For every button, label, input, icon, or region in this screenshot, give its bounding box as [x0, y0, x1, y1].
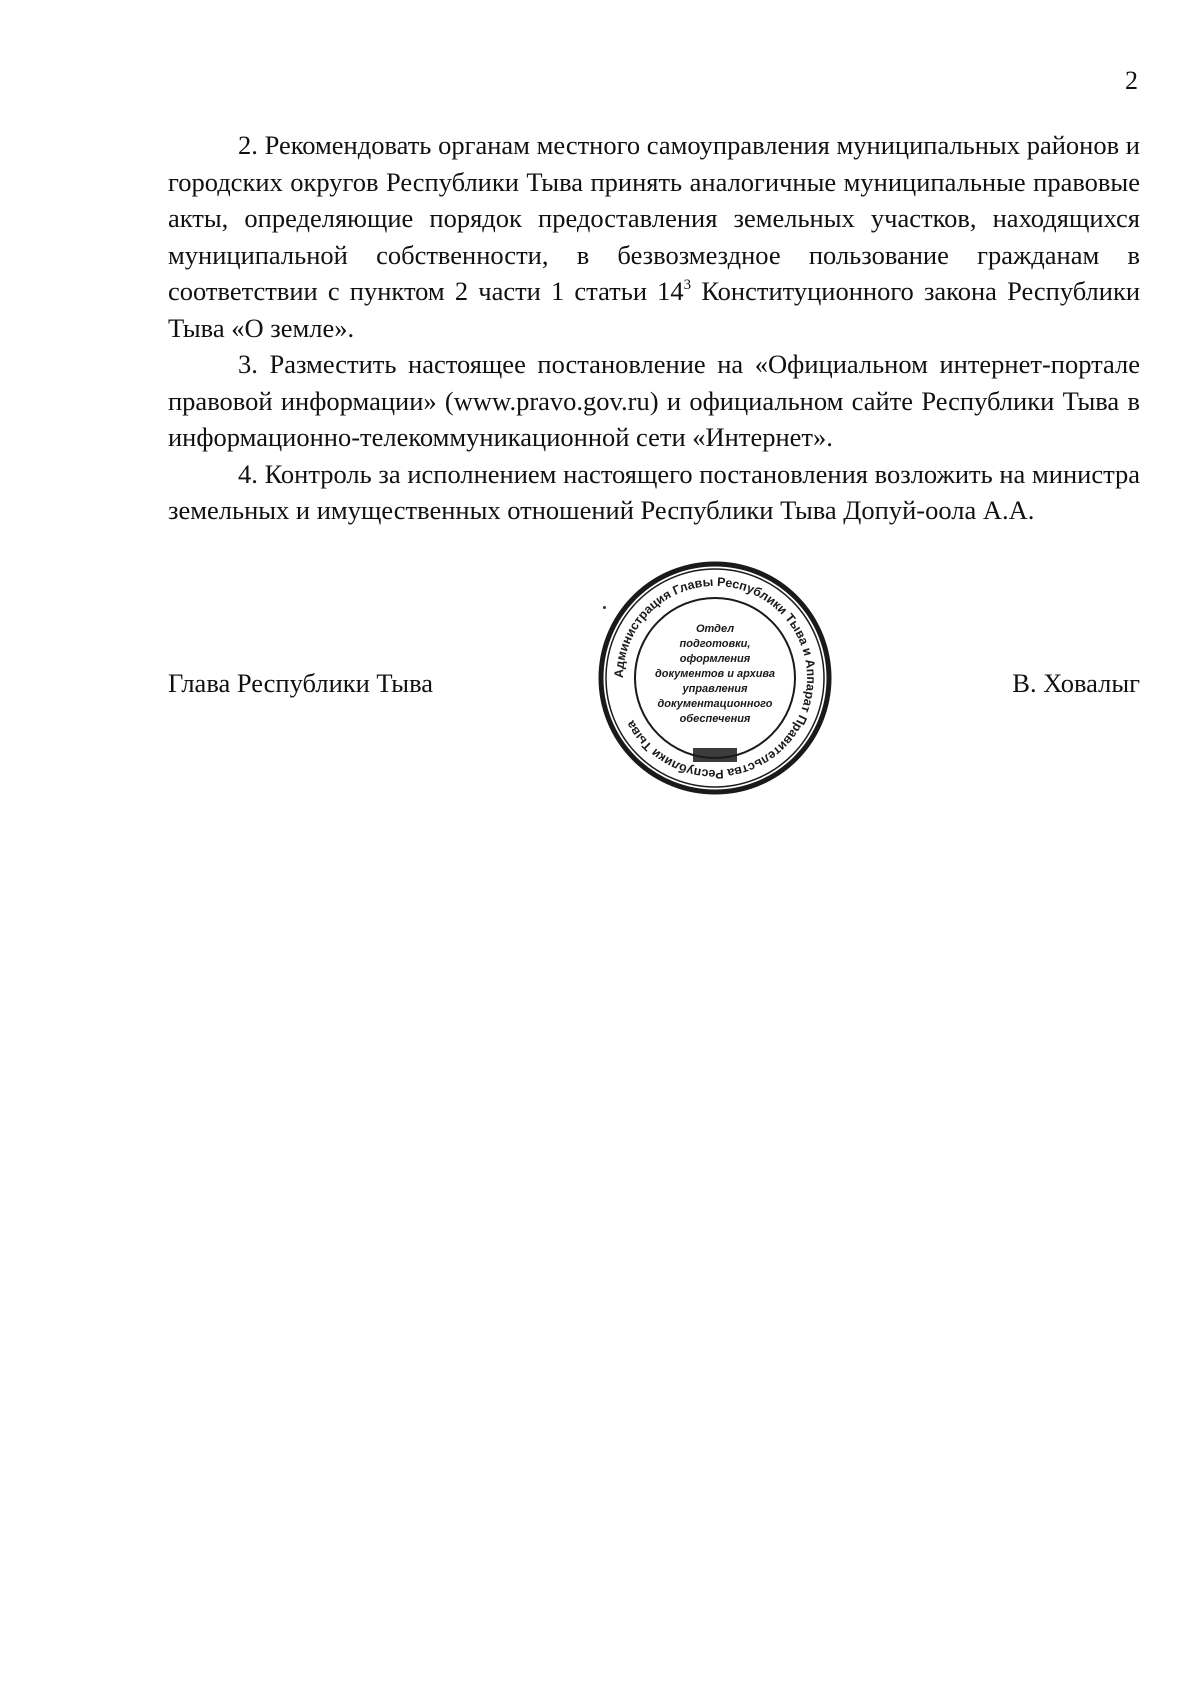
stamp-line: Отдел: [695, 623, 735, 635]
stamp-line: подготовки,: [679, 638, 751, 650]
document-body: [168, 127, 1140, 529]
stamp-line: документационного: [657, 698, 773, 710]
page-number: 2: [1125, 66, 1138, 95]
paragraph-2-text-end: Конституционного закона Республики Тыва «О земле».: [168, 276, 1141, 343]
paragraph-2-text: 2. Рекомендовать органам местного самоуправления муниципальных районов и городских округов Республики Тыва принять аналогичные муниципальные правовые акты, определяющие порядок предоставления земельных участков, находящихся муниципальной собственности, в безвозмездное пользование гражданам в соответствии с пунктом 2 части 1 статьи 14: [168, 130, 1140, 306]
paragraph-2: [168, 127, 1140, 346]
official-stamp: [597, 560, 833, 796]
superscript-3: 3: [683, 277, 692, 293]
stamp-line: оформления: [679, 653, 751, 665]
stamp-seal-graphic: [597, 560, 833, 796]
stamp-ring-text: Администрация Главы Республики Тыва и Аппарат Правительства Республики Тыва: [611, 574, 819, 782]
signatory-name: В. Ховалыг: [1012, 668, 1140, 698]
paragraph-3: 3. Разместить настоящее постановление на «Официальном интернет-портале правовой информации» (www.pravo.gov.ru) и официальном сайте Республики Тыва в информационно-телекоммуникационной сети «Интернет».: [168, 349, 1140, 452]
stamp-line: управления: [682, 683, 748, 695]
paragraph-4: 4. Контроль за исполнением настоящего постановления возложить на министра земельных и имущественных отношений Республики Тыва Допуй-оола А.А.: [168, 458, 1140, 525]
stamp-smudge: [693, 748, 737, 762]
stamp-line: обеспечения: [679, 713, 751, 725]
signatory-position: Глава Республики Тыва: [168, 668, 434, 698]
stamp-line: документов и архива: [654, 668, 776, 680]
